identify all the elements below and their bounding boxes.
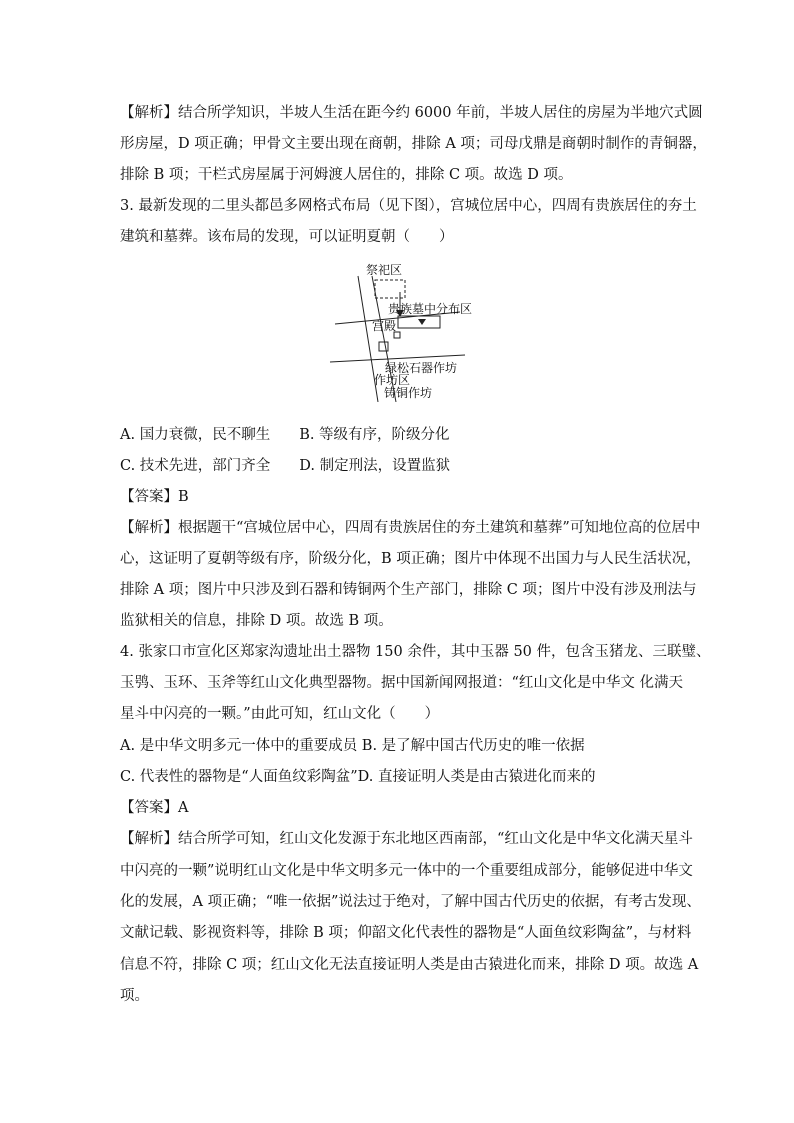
- label-sacrifice-area: 祭祀区: [366, 263, 403, 277]
- q3-options-line-2: C. 技术先进，部门齐全 D. 制定刑法，设置监狱: [120, 458, 451, 474]
- q4-answer: 【答案】A: [120, 800, 189, 816]
- q3-analysis-line-2: 心，这证明了夏朝等级有序，阶级分化，B 项正确；图片中体现不出国力与人民生活状况，: [120, 551, 701, 567]
- noble-marker-icon: [418, 319, 426, 325]
- palace-square: [379, 342, 388, 351]
- label-stone-workshop: 绿松石器作坊: [385, 361, 458, 375]
- q3-analysis-line-3: 排除 A 项；图片中只涉及到石器和铸铜两个生产部门，排除 C 项；图片中没有涉及刑法与: [120, 582, 697, 598]
- label-bronze-workshop: 铸铜作坊: [384, 386, 433, 400]
- q4-stem-line-1: 4. 张家口市宣化区郑家沟遗址出土器物 150 余件，其中玉器 50 件，包含玉猪龙、三联璧、: [120, 644, 711, 660]
- q4-analysis-line-3: 化的发展，A 项正确；“唯一依据”说法过于绝对，了解中国古代历史的依据，有考古发现、: [120, 894, 701, 910]
- q3-stem-line-1: 3. 最新发现的二里头都邑多网格式布局（见下图），宫城位居中心，四周有贵族居住的夯土: [120, 198, 697, 214]
- q4-analysis-line-1: 【解析】结合所学可知，红山文化发源于东北地区西南部，“红山文化是中华文化满天星斗: [120, 831, 693, 847]
- q4-options-line-2: C. 代表性的器物是“人面鱼纹彩陶盆”D. 直接证明人类是由古猿进化而来的: [120, 769, 596, 785]
- q4-analysis-line-5: 信息不符，排除 C 项；红山文化无法直接证明人类是由古猿进化而来，排除 D 项。故选 A: [120, 957, 699, 973]
- q3-analysis-line-4: 监狱相关的信息，排除 D 项。故选 B 项。: [120, 613, 393, 629]
- q4-analysis-line-2: 中闪亮的一颗”说明红山文化是中华文明多元一体中的一个重要组成部分，能够促进中华文: [120, 863, 693, 879]
- q3-options-line-1: A. 国力衰微，民不聊生 B. 等级有序，阶级分化: [120, 427, 450, 443]
- q2-analysis-line-2: 形房屋，D 项正确；甲骨文主要出现在商朝，排除 A 项；司母戊鼎是商朝时制作的青铜器，: [120, 136, 707, 152]
- q3-analysis-line-1: 【解析】根据题干“宫城位居中心，四周有贵族居住的夯土建筑和墓葬”可知地位高的位居中: [120, 520, 701, 536]
- q4-stem-line-2: 玉鸮、玉环、玉斧等红山文化典型器物。据中国新闻网报道：“红山文化是中华文 化满天: [120, 675, 684, 691]
- q3-answer: 【答案】B: [120, 489, 189, 505]
- q4-analysis-line-6: 项。: [120, 988, 149, 1004]
- q2-analysis-line-1: 【解析】结合所学知识，半坡人生活在距今约 6000 年前，半坡人居住的房屋为半地穴式圆: [120, 105, 703, 121]
- label-noble-area: 贵族墓中分布区: [388, 302, 473, 316]
- erlitou-layout-diagram: [300, 262, 500, 402]
- label-palace: 宫殿: [372, 319, 397, 333]
- q2-analysis-line-3: 排除 B 项；干栏式房屋属于河姆渡人居住的，排除 C 项。故选 D 项。: [120, 167, 573, 183]
- q4-stem-line-3: 星斗中闪亮的一颗。”由此可知，红山文化（ ）: [120, 706, 440, 722]
- q4-analysis-line-4: 文献记载、影视资料等，排除 B 项；仰韶文化代表性的器物是“人面鱼纹彩陶盆”，与材料: [120, 925, 692, 941]
- label-workshop-area: 作坊区: [374, 373, 411, 387]
- q4-options-line-1: A. 是中华文明多元一体中的重要成员 B. 是了解中国古代历史的唯一依据: [120, 738, 585, 754]
- q3-stem-line-2: 建筑和墓葬。该布局的发现，可以证明夏朝（ ）: [120, 229, 454, 245]
